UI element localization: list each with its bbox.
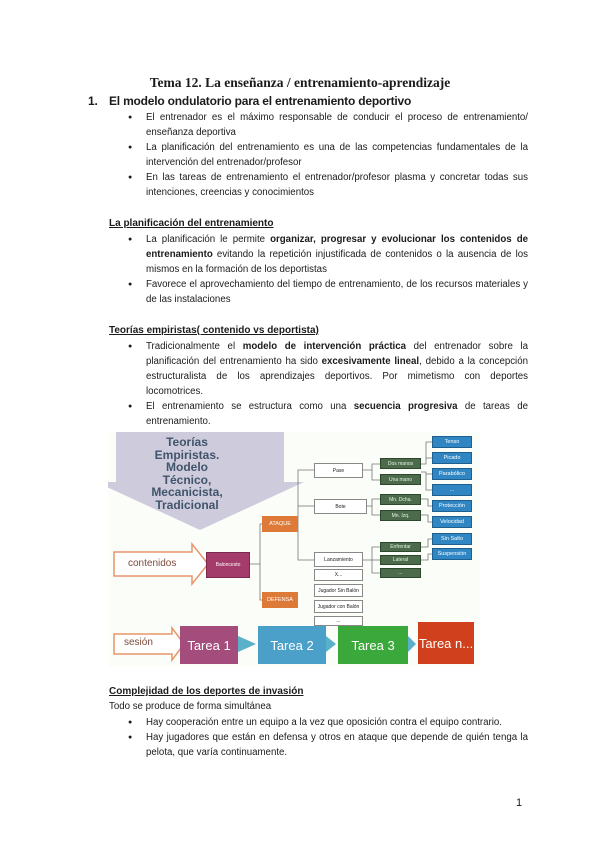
list-item: ● La planificación del entrenamiento es una de las competencias fundamentales de la intervención del entrenador/profesor — [110, 140, 528, 170]
picado-node: Picado — [432, 452, 472, 464]
jugador-sin-balon-node: Jugador Sin Balón — [314, 584, 363, 597]
ataque-node: ATAQUE — [262, 516, 298, 532]
velocidad-node: Velocidad — [432, 516, 472, 528]
parabolico-node: Parabólico — [432, 468, 472, 480]
ellipsis-green-node: ... — [380, 568, 421, 578]
section-label: El modelo ondulatorio para el entrenamiento deportivo — [109, 94, 412, 108]
bote-node: Bote — [314, 499, 367, 514]
section-number: 1. — [88, 94, 98, 108]
tarea-3-box: Tarea 3 — [338, 626, 408, 664]
list-item: ● En las tareas de entrenamiento el entrenador/profesor plasma y concretar todas sus intenciones, creencias y conocimientos — [110, 170, 528, 200]
contenidos-label: contenidos — [128, 558, 177, 569]
sesion-label: sesión — [124, 637, 153, 648]
tenso-node: Tenso — [432, 436, 472, 448]
teorias-bullet-list — [110, 339, 528, 429]
planificacion-heading: La planificación del entrenamiento — [109, 218, 274, 229]
proteccion-node: Protección — [432, 500, 472, 512]
complejidad-intro: Todo se produce de forma simultánea — [109, 701, 272, 712]
section-heading — [88, 94, 411, 108]
lanzamiento-node: Lanzamiento — [314, 552, 363, 567]
list-item: ● Favorece el aprovechamiento del tiempo de entrenamiento, de los recursos materiales y de las instalaciones — [110, 277, 528, 307]
enfrentar-node: Enfrentar — [380, 542, 421, 552]
list-item: ● Hay cooperación entre un equipo a la vez que oposición contra el equipo contrario. — [110, 715, 528, 730]
baloncesto-node: Baloncesto — [206, 552, 250, 578]
tarea-1-box: Tarea 1 — [180, 626, 238, 664]
tarea-2-box: Tarea 2 — [258, 626, 326, 664]
teorias-heading: Teorías empiristas( contenido vs deportista) — [109, 325, 319, 336]
sin-salto-node: Sin Salto — [432, 533, 472, 545]
x-node: X... — [314, 569, 363, 581]
document-title: Tema 12. La enseñanza / entrenamiento-aprendizaje — [149, 75, 451, 90]
complejidad-bullet-list — [110, 715, 528, 760]
dos-manos-node: Dos manos — [380, 458, 421, 469]
una-mano-node: Una mano — [380, 474, 421, 485]
list-item: ● Hay jugadores que están en defensa y otros en ataque que depende de quién tenga la pelota, que varía continuamente. — [110, 730, 528, 760]
complejidad-heading: Complejidad de los deportes de invasión — [109, 686, 304, 697]
ellipsis-node: ... — [314, 616, 363, 626]
list-item: ● El entrenador es el máximo responsable de conducir el proceso de entrenamiento/ enseñanza deportiva — [110, 110, 528, 140]
lateral-node: Lateral — [380, 555, 421, 565]
jugador-con-balon-node: Jugador con Balón — [314, 600, 363, 613]
page-number: 1 — [516, 797, 523, 809]
planificacion-bullet-list — [110, 232, 528, 307]
list-item: ● El entrenamiento se estructura como una secuencia progresiva de tareas de entrenamiento. — [110, 399, 528, 429]
teorias-diagram — [108, 432, 480, 666]
big-arrow-text: Teorías Empiristas. Modelo Técnico, Mecanicista, Tradicional — [151, 435, 223, 512]
intro-bullet-list — [110, 110, 528, 200]
mano-izquierda-node: Mn. Izq. — [380, 510, 421, 521]
list-item: ● La planificación le permite organizar, progresar y evolucionar los contenidos de entrenamiento evitando la repetición injustificada de contenidos o la ausencia de los mismos en la formación de los deportistas — [110, 232, 528, 277]
mano-derecha-node: Mn. Dcha. — [380, 494, 421, 505]
defensa-node: DEFENSA — [262, 592, 298, 608]
list-item: ● Tradicionalmente el modelo de intervención práctica del entrenador sobre la planificación del entrenamiento ha sido excesivamente lineal, debido a la concepción estructuralista de los aprendizajes deportivos. Por mimetismo con deportes locomotrices. — [110, 339, 528, 399]
ellipsis-blue-node: ... — [432, 484, 472, 496]
pase-node: Pase — [314, 463, 363, 478]
suspension-node: Suspensión — [432, 548, 472, 560]
tarea-n-box: Tarea n... — [418, 622, 474, 664]
